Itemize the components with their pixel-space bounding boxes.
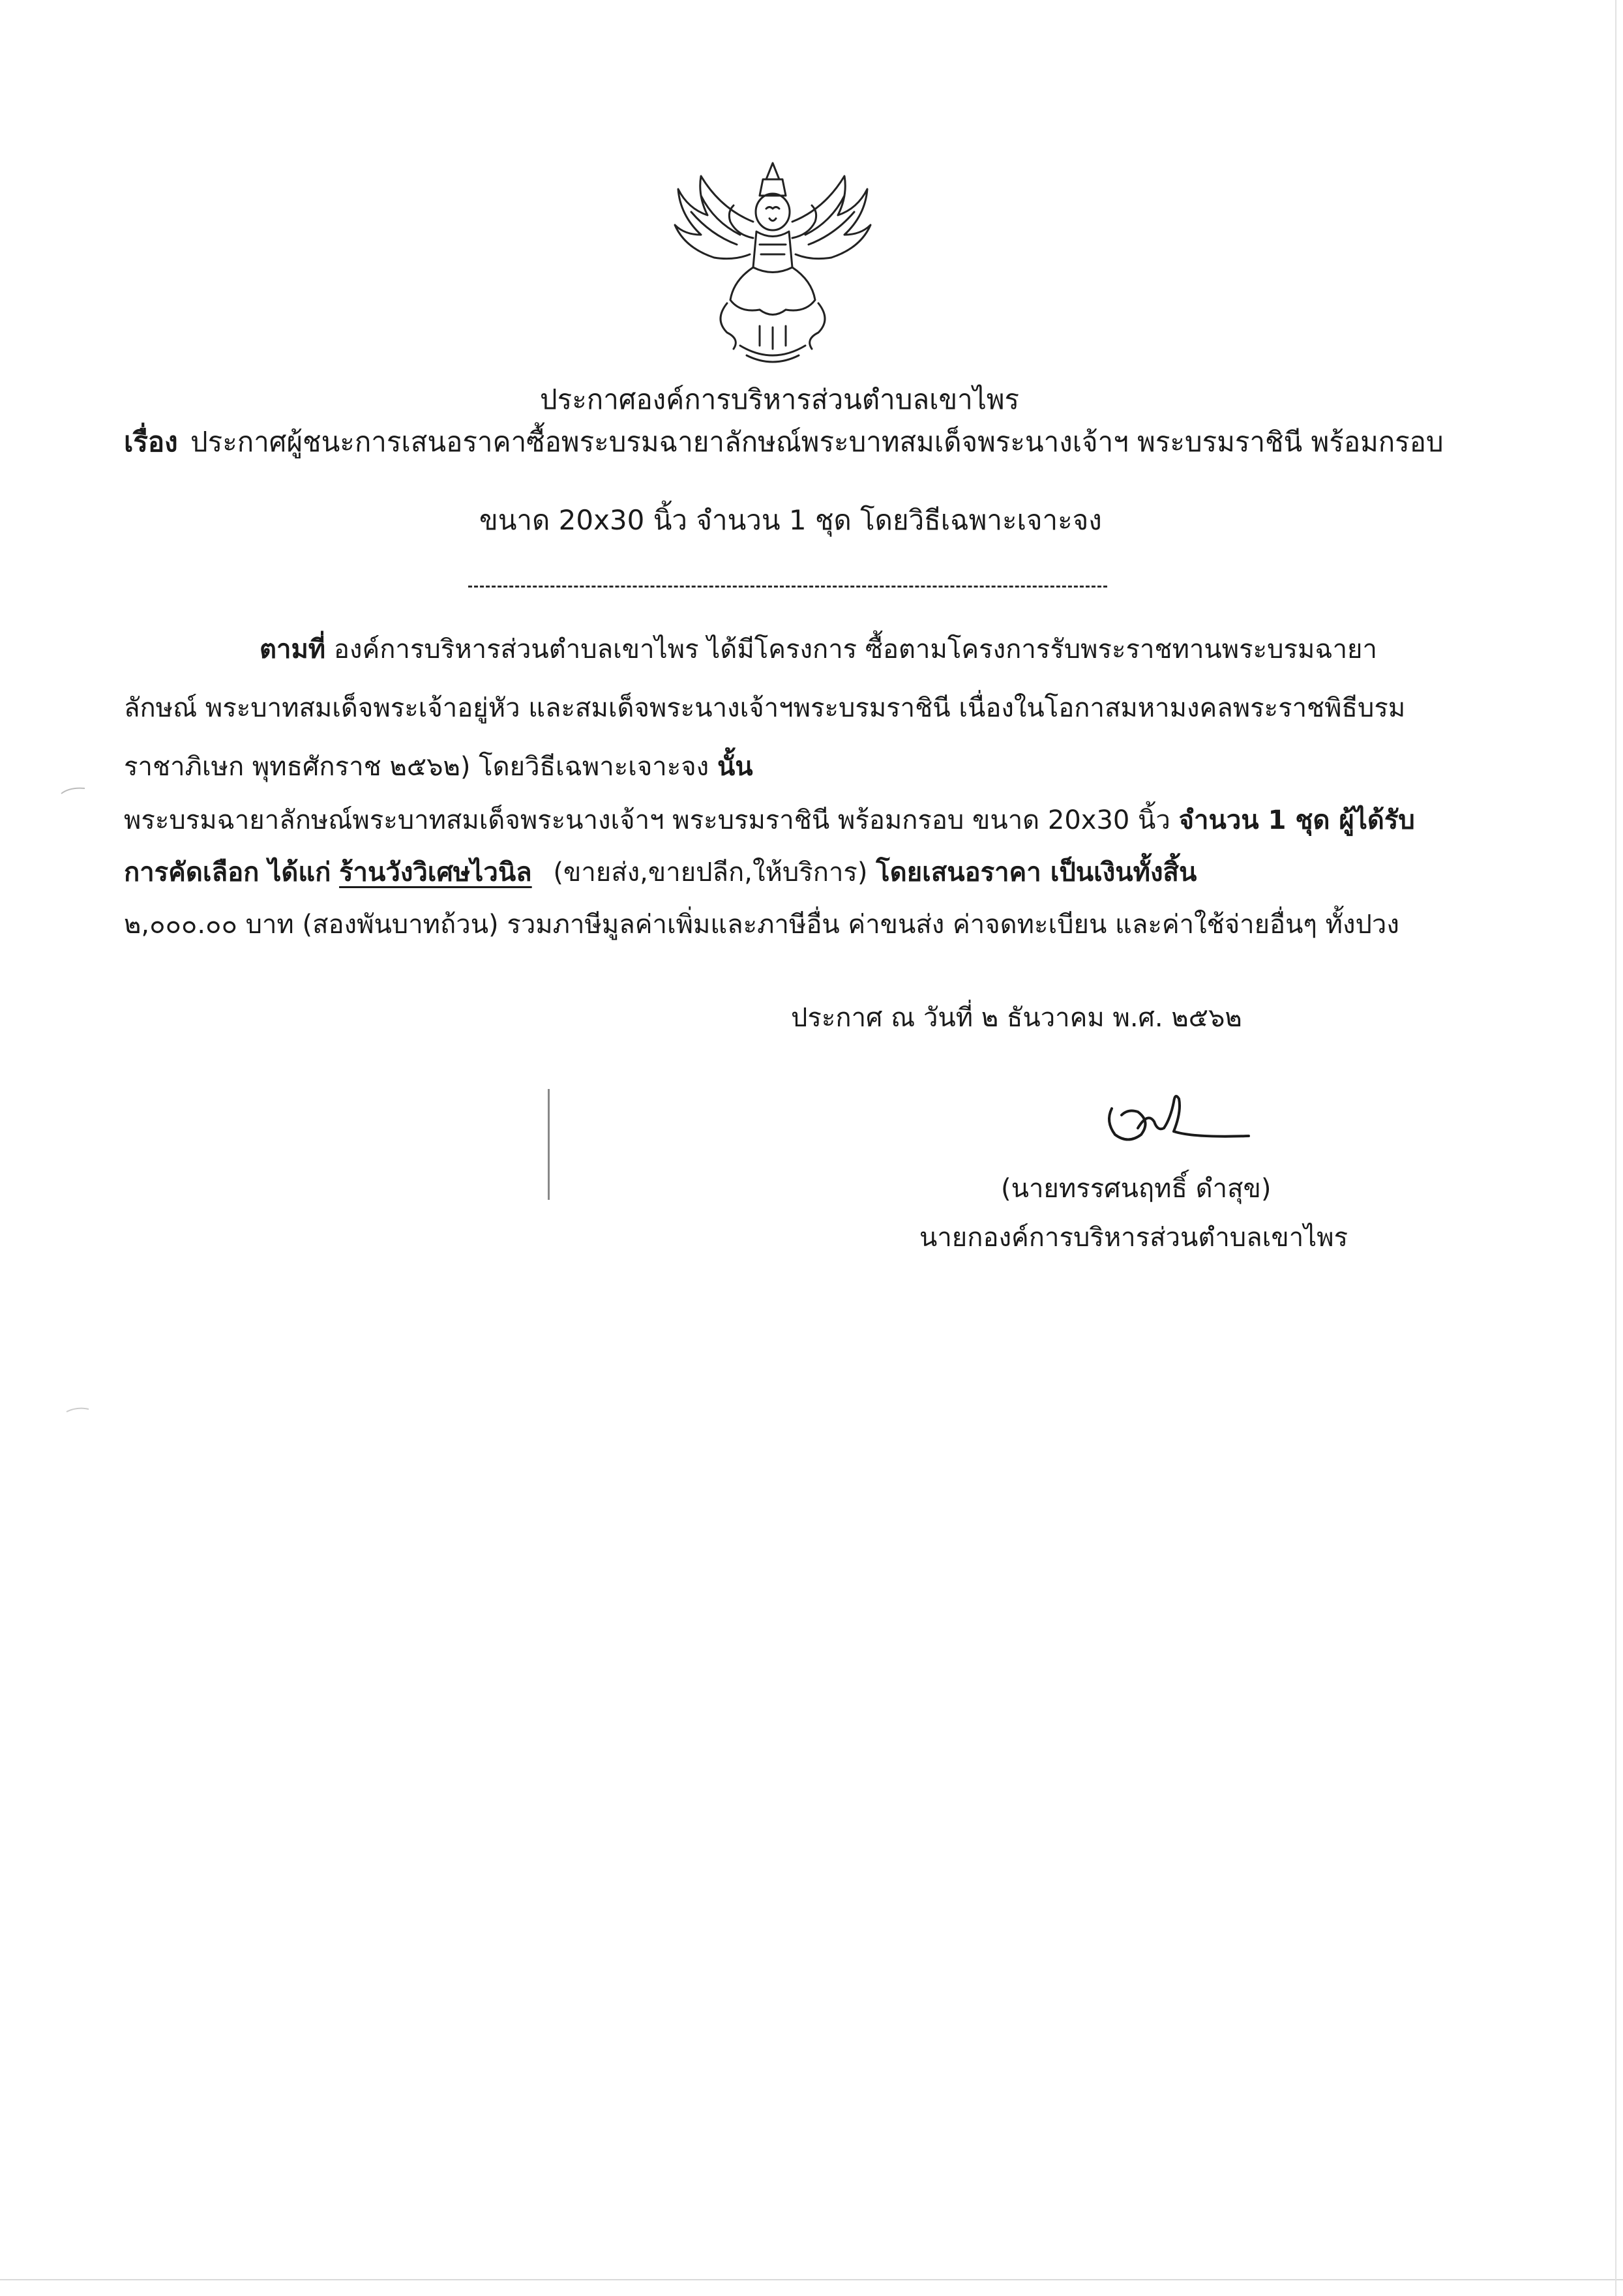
scan-speck bbox=[65, 1405, 91, 1414]
p1-org-name: องค์การบริหารส่วนตำบลเขาไพร bbox=[333, 634, 699, 664]
vendor-name: ร้านวังวิเศษไวนิล bbox=[339, 857, 532, 887]
paragraph-2-line-1 bbox=[124, 802, 1415, 839]
page-bottom-edge bbox=[0, 2279, 1623, 2280]
paragraph-1-line-1 bbox=[260, 631, 1377, 668]
p1-lead-word: ตามที่ bbox=[260, 634, 326, 664]
document-title: ประกาศองค์การบริหารส่วนตำบลเขาไพร bbox=[540, 383, 1020, 415]
signatory-position: นายกองค์การบริหารส่วนตำบลเขาไพร bbox=[919, 1223, 1348, 1253]
garuda-emblem-icon bbox=[662, 150, 884, 372]
subject-line-1: ประกาศผู้ชนะการเสนอราคาซื้อพระบรมฉายาลักษณ์พระบาทสมเด็จพระนางเจ้าฯ พระบรมราชินี พร้อมกรอบ bbox=[190, 426, 1444, 458]
signatory-name: (นายทรรศนฤทธิ์ ดำสุข) bbox=[1001, 1174, 1272, 1204]
paragraph-1-line-3 bbox=[124, 749, 753, 785]
subject-label: เรื่อง bbox=[124, 426, 178, 458]
p2-offer-text: โดยเสนอราคา เป็นเงินทั้งสิ้น bbox=[876, 857, 1197, 887]
p2-item-text: พระบรมฉายาลักษณ์พระบาทสมเด็จพระนางเจ้าฯ พระบรมราชินี พร้อมกรอบ ขนาด 20x30 นิ้ว bbox=[124, 805, 1170, 835]
subject-line-2: ขนาด 20x30 นิ้ว จำนวน 1 ชุด โดยวิธีเฉพาะเจาะจง bbox=[479, 504, 1102, 536]
header-divider bbox=[468, 586, 1107, 588]
paragraph-1-line-2: ลักษณ์ พระบาทสมเด็จพระเจ้าอยู่หัว และสมเด็จพระนางเจ้าฯพระบรมราชินี เนื่องในโอกาสมหามงคลพระราชพิธีบรม bbox=[124, 693, 1406, 723]
p1-project-text: ได้มีโครงการ ซื้อตามโครงการรับพระราชทานพระบรมฉายา bbox=[707, 634, 1377, 664]
paragraph-2-line-2 bbox=[124, 854, 1197, 891]
scan-artifact-line bbox=[548, 1089, 550, 1200]
page-right-edge bbox=[1615, 0, 1616, 2296]
announcement-date: ประกาศ ณ วันที่ ๒ ธันวาคม พ.ศ. ๒๕๖๒ bbox=[791, 1003, 1242, 1033]
vendor-type: (ขายส่ง,ขายปลีก,ให้บริการ) bbox=[553, 857, 868, 887]
p1-line3-end: นั้น bbox=[717, 752, 753, 782]
paragraph-2-line-3: ๒,๐๐๐.๐๐ บาท (สองพันบาทถ้วน) รวมภาษีมูลค่าเพิ่มและภาษีอื่น ค่าขนส่ง ค่าจดทะเบียน และค่าใช้จ่ายอื่นๆ ทั้งปวง bbox=[124, 910, 1399, 940]
p1-line3-text: ราชาภิเษก พุทธศักราช ๒๕๖๒) โดยวิธีเฉพาะเจาะจง bbox=[124, 752, 709, 782]
scan-speck bbox=[60, 786, 86, 795]
p2-quantity-text: จำนวน 1 ชุด ผู้ได้รับ bbox=[1178, 805, 1415, 835]
p2-selected-label: การคัดเลือก ได้แก่ bbox=[124, 857, 331, 887]
handwritten-signature-icon bbox=[1102, 1082, 1252, 1161]
